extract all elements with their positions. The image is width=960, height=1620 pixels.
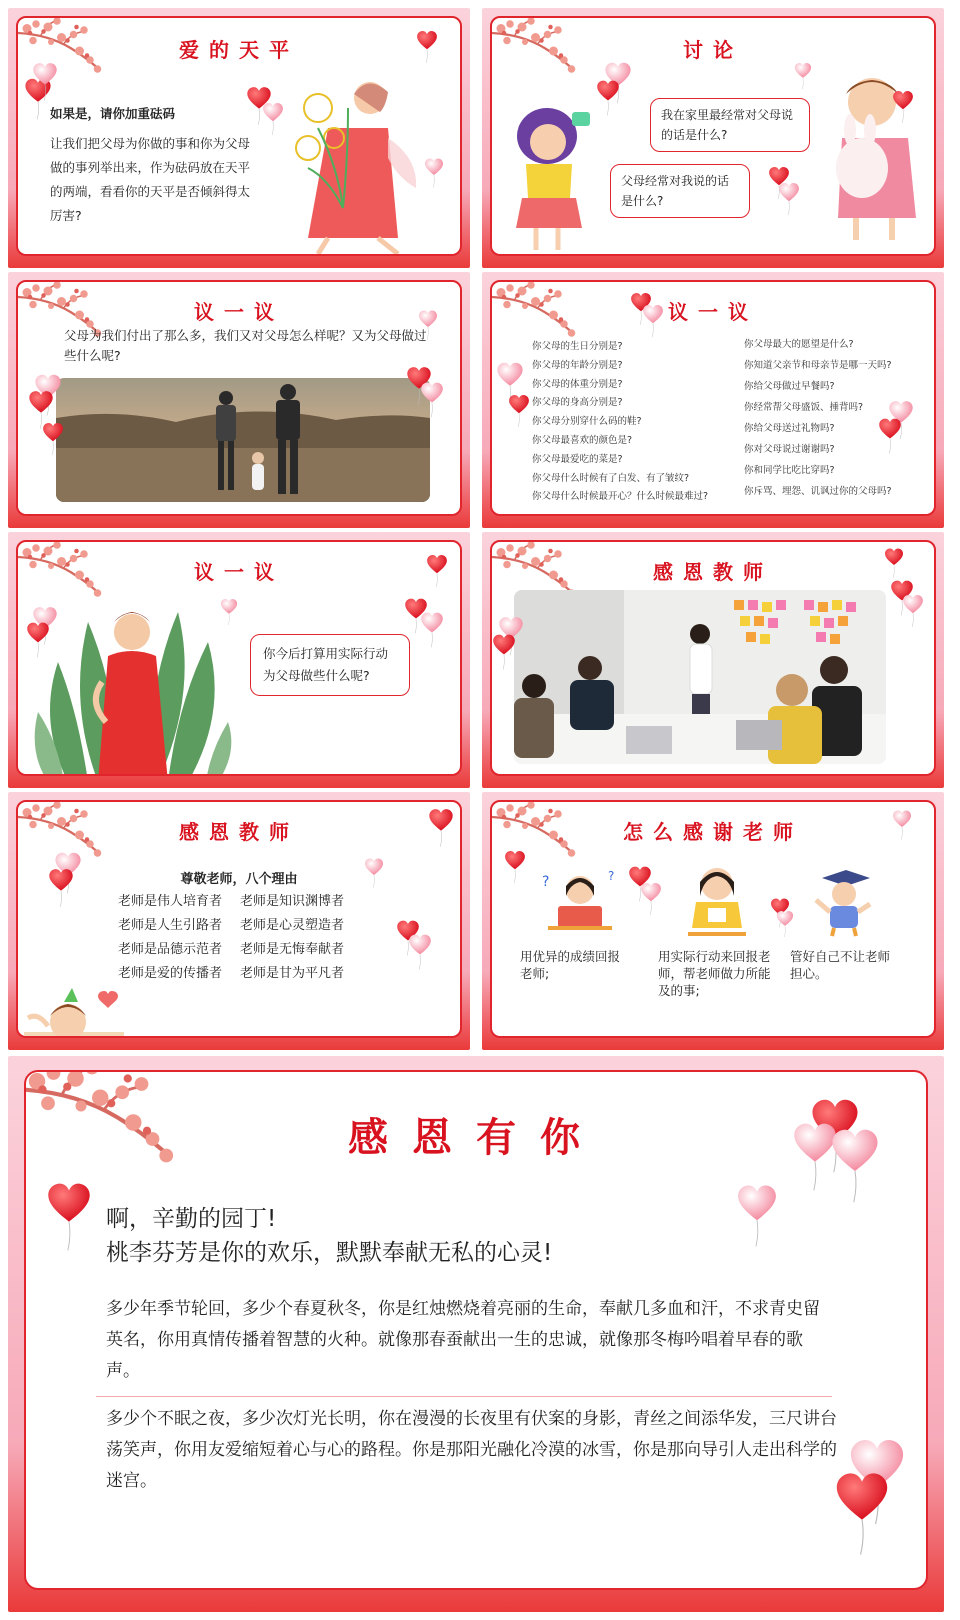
heart-balloon-icon: [776, 910, 794, 938]
question-item: 你父母分别穿什么码的鞋?: [532, 416, 642, 428]
speech-bubble: 你今后打算用实际行动为父母做些什么呢?: [250, 634, 410, 696]
slide-title: 议一议: [194, 300, 284, 324]
graduate-child-icon: [814, 868, 874, 938]
slide-thank-teachers-photo: [482, 532, 944, 788]
question-item: 你父母最大的愿望是什么?: [744, 339, 854, 350]
heart-balloon-icon: [420, 382, 444, 418]
slide-content: [490, 16, 936, 256]
question-item: 你知道父亲节和母亲节是哪一天吗?: [744, 360, 892, 371]
slide-content: [490, 540, 936, 776]
heart-balloon-icon: [426, 554, 448, 588]
slide-title: 怎么感谢老师: [623, 820, 803, 844]
heart-balloon-icon: [504, 850, 526, 884]
question-item: 你父母的年龄分别是?: [532, 359, 623, 371]
heart-balloon-icon: [48, 868, 74, 908]
reasons-list: [118, 890, 362, 986]
heart-balloon-icon: [492, 634, 516, 670]
heart-balloon-icon: [778, 182, 800, 216]
slide-body-text: 父母为我们付出了那么多，我们又对父母怎么样呢？又为父母做过些什么呢?: [64, 328, 427, 363]
reason-item: 老师是爱的传播者: [118, 966, 223, 981]
question-item: 你父母最爱吃的菜是?: [532, 453, 623, 465]
slide-title: 感恩有你: [348, 1114, 604, 1161]
slide-title: 议一议: [668, 300, 758, 324]
reason-row: [118, 890, 362, 914]
heading-line-2: 桃李芬芳是你的欢乐，默默奉献无私的心灵!: [106, 1240, 553, 1266]
slide-love-balance: [8, 8, 470, 268]
question-item: 你和同学比吃比穿吗?: [744, 465, 835, 476]
heart-balloon-icon: [878, 418, 902, 454]
heart-balloon-icon: [642, 304, 664, 338]
question-item: 你父母什么时候有了白发、有了皱纹?: [532, 472, 690, 484]
slide-content: [16, 16, 462, 256]
heart-balloon-icon: [640, 882, 662, 916]
heart-balloon-icon: [736, 1184, 778, 1248]
slide-content: [16, 280, 462, 516]
paragraph-1: 多少年季节轮回，多少个春夏秋冬，你是红烛燃烧着亮丽的生命，奉献几多血和汗，不求青史留英名，你用真情传播着智慧的火种。就像那春蚕献出一生的忠诚，就像那冬梅吟唱着早春的歌声。: [106, 1299, 820, 1381]
question-list-right: [744, 334, 892, 502]
slide-content: [490, 800, 936, 1038]
heart-balloon-icon: [428, 808, 454, 848]
reason-item: 老师是品德示范者: [118, 942, 223, 957]
question-list-left: [532, 338, 708, 507]
reason-row: [118, 938, 362, 962]
speech-bubble-bottom: 父母经常对我说的话是什么?: [610, 164, 750, 218]
reason-row: [118, 962, 362, 986]
child-with-party-hat-illustration: [24, 988, 124, 1038]
reason-row: [118, 914, 362, 938]
slide-content: [16, 800, 462, 1038]
question-item: 你父母什么时候最开心？什么时候最难过?: [532, 491, 709, 503]
slide-title: 感恩教师: [179, 820, 299, 844]
slide-title: 讨论: [683, 38, 743, 62]
heart-balloon-icon: [416, 30, 438, 64]
heart-balloon-icon: [408, 934, 432, 970]
heart-balloon-icon: [902, 594, 924, 628]
heart-balloon-icon: [884, 548, 904, 578]
slide-questions: [482, 272, 944, 528]
question-item: 你父母的身高分别是?: [532, 397, 623, 409]
slide-content: [490, 280, 936, 516]
heart-balloon-icon: [418, 310, 438, 340]
happy-student-icon: [682, 862, 752, 938]
question-item: 你父母的体重分别是?: [532, 378, 623, 390]
reason-item: 老师是人生引路者: [118, 918, 223, 933]
girl-with-flowers-illustration: [288, 68, 428, 256]
slide-respect-teachers: [8, 792, 470, 1050]
question-item: 你父母最喜欢的颜色是?: [532, 434, 633, 446]
mother-with-plants-illustration: [28, 582, 238, 776]
family-walking-photo: [56, 378, 430, 502]
paragraph-divider: [96, 1396, 832, 1397]
slide-discuss-parents: [8, 272, 470, 528]
question-item: 你父母的生日分别是?: [532, 341, 623, 352]
girl-illustration: [502, 98, 602, 256]
heart-balloon-icon: [794, 62, 812, 90]
child-with-bunny-illustration: [812, 68, 932, 248]
question-item: 你对父母说过谢谢吗?: [744, 444, 835, 455]
reason-item: 老师是无悔奉献者: [240, 942, 345, 957]
heart-balloon-icon: [892, 90, 914, 124]
heart-balloon-icon: [834, 1472, 890, 1556]
heart-balloon-icon: [420, 612, 444, 648]
heart-balloon-icon: [26, 622, 50, 658]
thank-method-3: 管好自己不让老师担心。: [790, 949, 891, 981]
slide-title: 感恩教师: [653, 560, 773, 584]
slide-title: 爱的天平: [179, 38, 299, 62]
slide-future-actions: [8, 532, 470, 788]
svg-text:?: ?: [608, 869, 615, 883]
heading-line-1: 啊，辛勤的园丁!: [106, 1206, 277, 1232]
reason-item: 老师是心灵塑造者: [240, 918, 345, 933]
heart-balloon-icon: [830, 1128, 880, 1204]
slide-content: [24, 1070, 928, 1590]
heart-balloon-icon: [262, 102, 284, 136]
heart-balloon-icon: [892, 810, 912, 840]
thank-method-2: 用实际行动来回报老师，帮老师做力所能及的事;: [658, 949, 771, 998]
speech-bubble-top: 我在家里最经常对父母说的话是什么?: [650, 98, 810, 152]
heart-balloon-icon: [364, 858, 384, 888]
question-item: 你给父母做过早餐吗?: [744, 381, 835, 392]
reason-item: 老师是伟人培育者: [118, 894, 223, 909]
heart-balloon-icon: [42, 422, 64, 456]
slide-how-to-thank: [482, 792, 944, 1050]
slide-content: [16, 540, 462, 776]
svg-text:?: ?: [542, 874, 550, 890]
heart-balloon-icon: [32, 62, 58, 102]
question-item: 你给父母送过礼物吗?: [744, 423, 835, 434]
slide-lead-text: 如果是，请你加重砝码: [50, 106, 176, 121]
slide-thankful-for-you: [8, 1056, 944, 1612]
reading-child-icon: [540, 866, 620, 936]
question-item: 你经常帮父母盛饭、捶背吗?: [744, 402, 864, 413]
classroom-photo: [514, 590, 886, 764]
heart-balloon-icon: [596, 80, 620, 116]
thank-method-1: 用优异的成绩回报老师;: [520, 949, 621, 981]
slide-discussion: [482, 8, 944, 268]
paragraph-2: 多少个不眠之夜，多少次灯光长明，你在漫漫的长夜里有伏案的身影，青丝之间添华发，三尺讲台荡笑声，你用友爱缩短着心与心的路程。你是那阳光融化冷漠的冰雪，你是那向导引人走出科学的迷宫。: [106, 1409, 837, 1491]
reason-item: 老师是知识渊博者: [240, 894, 345, 909]
slide-body-text: 让我们把父母为你做的事和你为父母做的事列举出来，作为砝码放在天平的两端，看看你的天平是否倾斜得太厉害?: [50, 136, 251, 223]
heart-balloon-icon: [508, 394, 530, 428]
slide-title: 议一议: [194, 560, 284, 584]
question-item: 你斥骂、埋怨、讥讽过你的父母吗?: [744, 486, 892, 497]
heart-balloon-icon: [220, 598, 238, 626]
heart-balloon-icon: [424, 158, 444, 188]
heart-balloon-icon: [46, 1182, 92, 1252]
reasons-subtitle: 尊敬老师，八个理由: [180, 872, 298, 887]
reason-item: 老师是甘为平凡者: [240, 966, 345, 981]
